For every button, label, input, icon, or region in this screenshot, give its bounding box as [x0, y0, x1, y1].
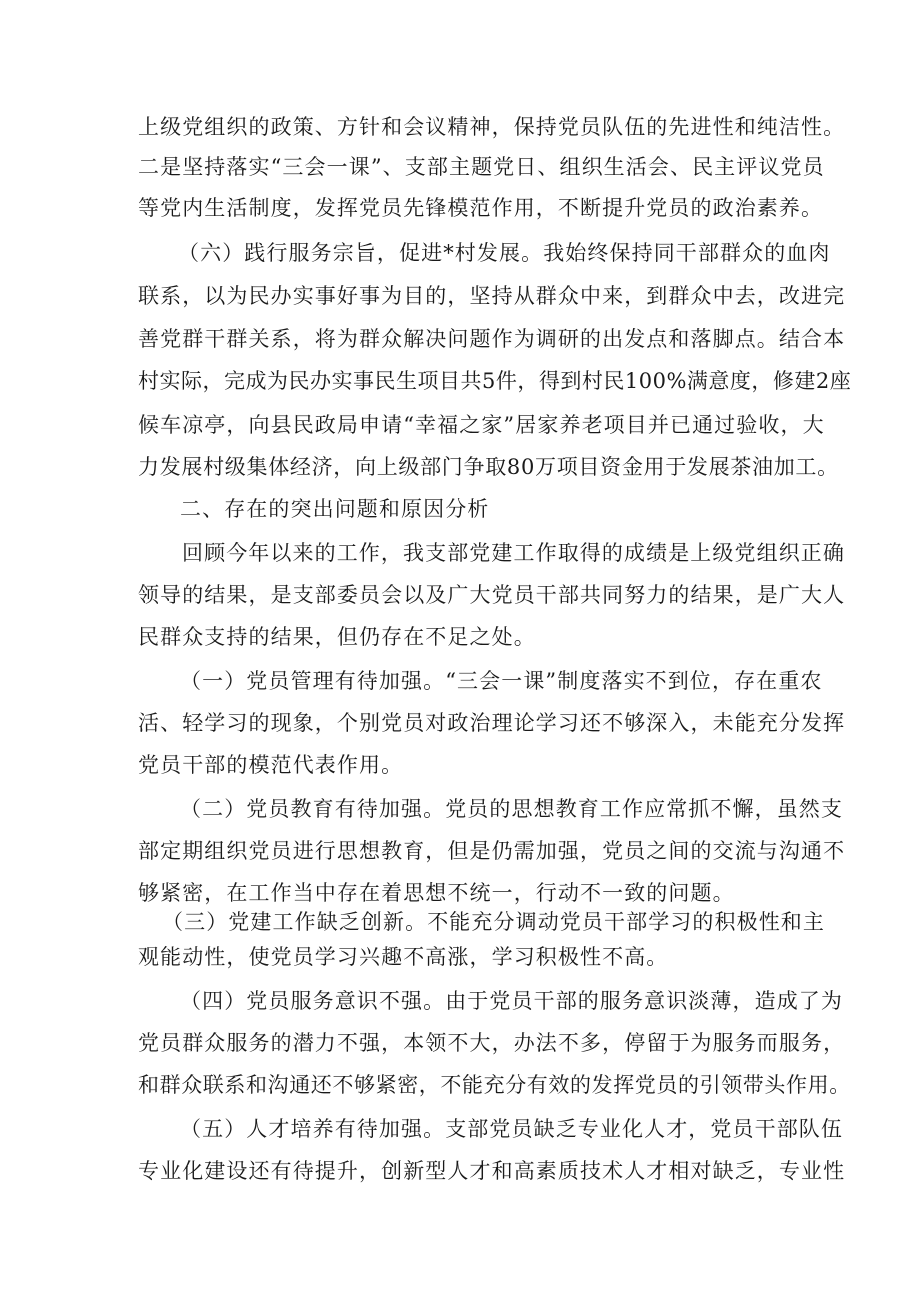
text-line: 力发展村级集体经济，向上级部门争取80万项目资金用于发展茶油加工。 — [138, 455, 839, 479]
text-line: 专业化建设还有待提升，创新型人才和高素质技术人才相对缺乏，专业性 — [138, 1159, 846, 1183]
section-heading: 二、存在的突出问题和原因分析 — [180, 497, 490, 521]
text-line: 领导的结果，是支部委员会以及广大党员干部共同努力的结果，是广大人 — [138, 583, 846, 607]
text-line: 回顾今年以来的工作，我支部党建工作取得的成绩是上级党组织正确 — [182, 541, 845, 565]
text-line: 党员群众服务的潜力不强，本领不大，办法不多，停留于为服务而服务， — [138, 1031, 846, 1055]
text-line: （一）党员管理有待加强。“三会一课”制度落实不到位，存在重农 — [180, 669, 823, 693]
text-line: 善党群干群关系，将为群众解决问题作为调研的出发点和落脚点。结合本 — [138, 327, 846, 351]
text-line: 上级党组织的政策、方针和会议精神，保持党员队伍的先进性和纯洁性。 — [138, 115, 846, 139]
text-line: （六）践行服务宗旨，促进*村发展。我始终保持同干部群众的血肉 — [178, 241, 831, 265]
text-line: 活、轻学习的现象，个别党员对政治理论学习还不够深入，未能充分发挥 — [138, 711, 846, 735]
text-line: 二是坚持落实“三会一课”、支部主题党日、组织生活会、民主评议党员 — [138, 155, 825, 179]
text-line: （三）党建工作缺乏创新。不能充分调动党员干部学习的积极性和主 — [162, 910, 825, 934]
text-line: 部定期组织党员进行思想教育，但是仍需加强，党员之间的交流与沟通不 — [138, 839, 846, 863]
text-line: （二）党员教育有待加强。党员的思想教育工作应常抓不懈，虽然支 — [180, 797, 843, 821]
text-line: 候车凉亭，向县民政局申请“幸福之家”居家养老项目并已通过验收，大 — [138, 413, 825, 437]
text-line: 观能动性，使党员学习兴趣不高涨，学习积极性不高。 — [138, 945, 669, 969]
text-line: 民群众支持的结果，但仍存在不足之处。 — [138, 625, 536, 649]
text-line: （五）人才培养有待加强。支部党员缺乏专业化人才，党员干部队伍 — [180, 1117, 843, 1141]
text-line: （四）党员服务意识不强。由于党员干部的服务意识淡薄，造成了为 — [180, 989, 843, 1013]
text-line: 等党内生活制度，发挥党员先锋模范作用，不断提升党员的政治素养。 — [138, 196, 824, 220]
text-line: 党员干部的模范代表作用。 — [138, 753, 404, 777]
text-line: 够紧密，在工作当中存在着思想不统一，行动不一致的问题。 — [138, 881, 735, 905]
text-line: 和群众联系和沟通还不够紧密，不能充分有效的发挥党员的引领带头作用。 — [138, 1073, 851, 1097]
text-line: 联系，以为民办实事好事为目的，坚持从群众中来，到群众中去，改进完 — [138, 284, 846, 308]
text-line: 村实际，完成为民办实事民生项目共5件，得到村民100%满意度，修建2座 — [138, 369, 852, 393]
